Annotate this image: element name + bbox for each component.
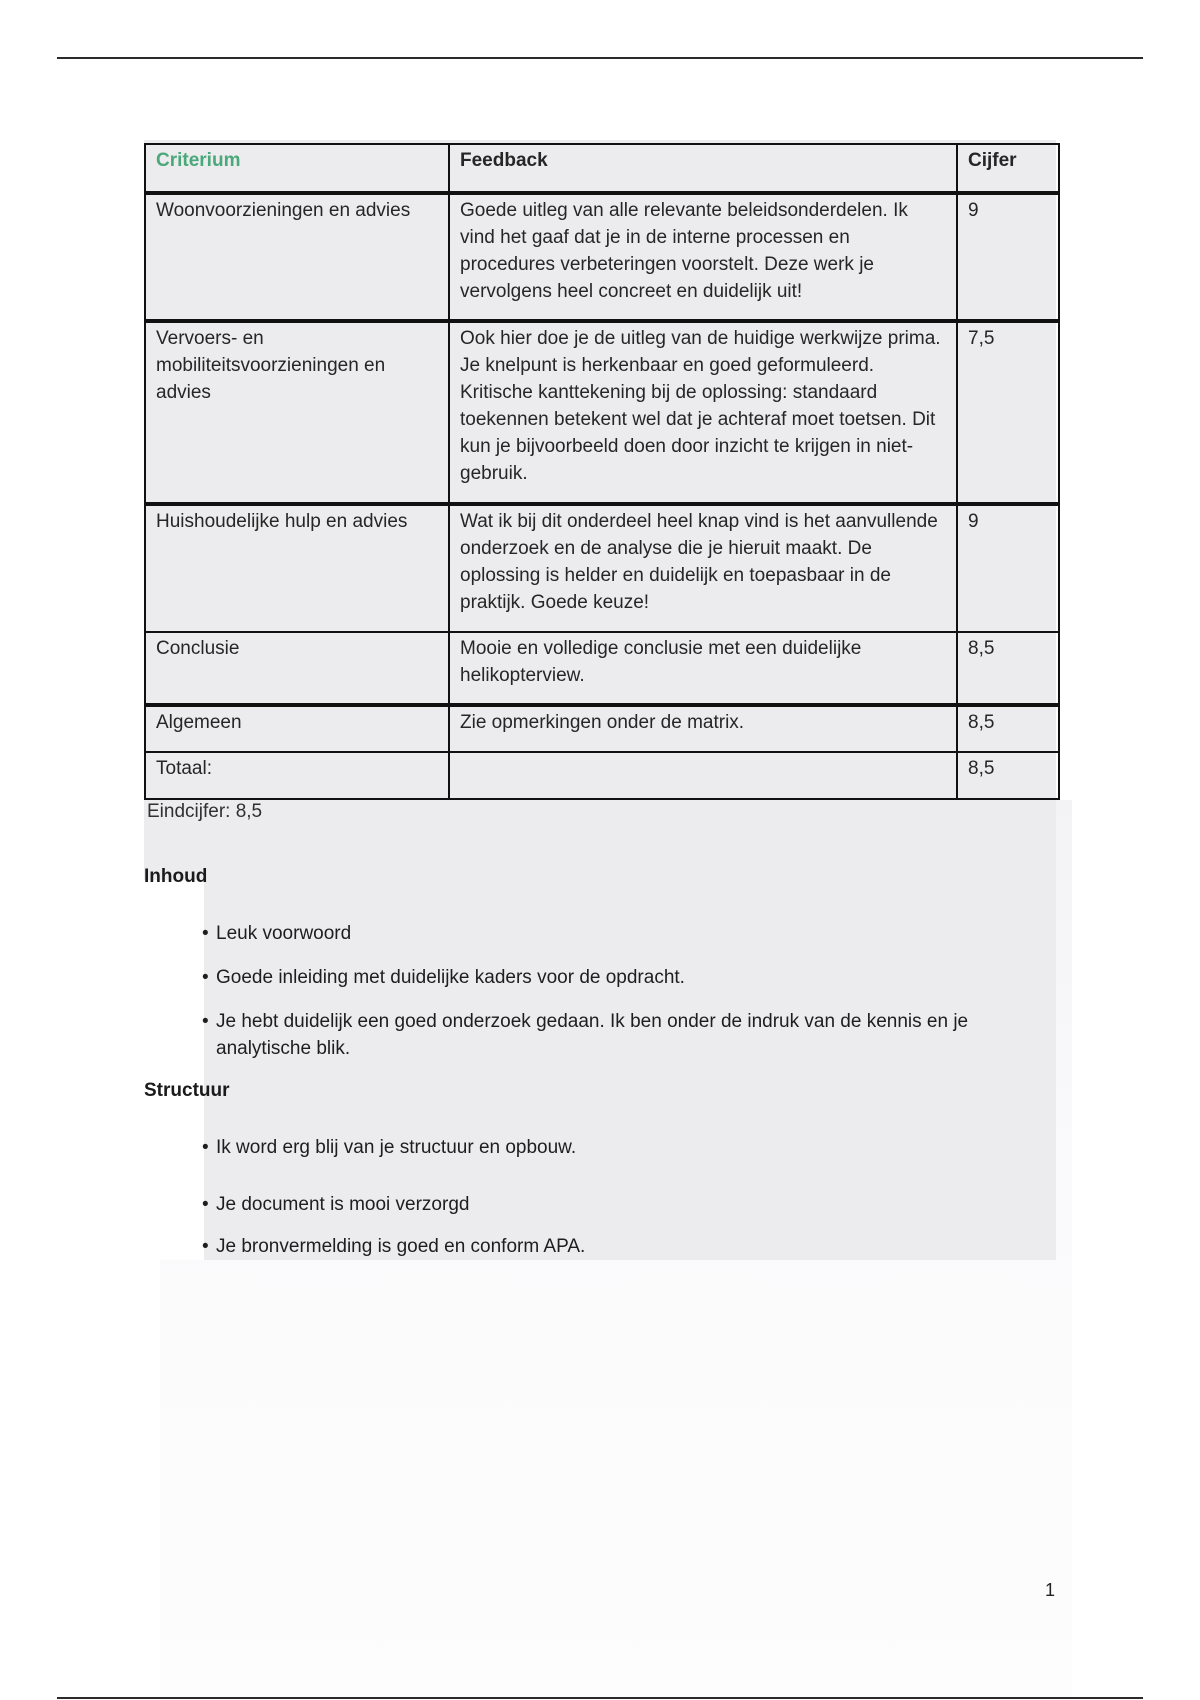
list-item-text: Ik word erg blij van je structuur en opbouw.: [216, 1137, 577, 1158]
list-item: [202, 1008, 1032, 1062]
page-number: 1: [1045, 1580, 1056, 1600]
section-title-structuur: Structuur: [144, 1080, 230, 1101]
list-item: [202, 920, 1032, 947]
table-row: [145, 632, 1059, 705]
cell-criterium: Huishoudelijke hulp en advies: [145, 504, 449, 632]
cell-criterium: Conclusie: [145, 632, 449, 705]
cell-cijfer: 9: [957, 193, 1059, 321]
list-item: [202, 1191, 1032, 1218]
cell-cijfer: 8,5: [957, 632, 1059, 705]
list-item: [202, 1233, 1032, 1260]
cell-cijfer: 8,5: [957, 752, 1059, 799]
header-feedback: Feedback: [449, 144, 957, 193]
cell-feedback: Wat ik bij dit onderdeel heel knap vind is het aanvullende onderzoek en de analyse die je hieruit maakt. De oplossing is helder en duidelijk en toepasbaar in de praktijk. Goede keuze!: [449, 504, 957, 632]
list-item-text: Je bronvermelding is goed en conform APA.: [216, 1236, 586, 1257]
final-grade: Eindcijfer: 8,5: [147, 801, 263, 822]
table-row: [145, 193, 1059, 321]
list-item-text: Goede inleiding met duidelijke kaders voor de opdracht.: [216, 967, 685, 988]
bullet-icon: •: [202, 923, 209, 944]
list-item: [202, 1134, 1032, 1161]
cell-feedback: Zie opmerkingen onder de matrix.: [449, 705, 957, 752]
footer-rule: [57, 1697, 1143, 1699]
bullet-icon: •: [202, 1011, 209, 1032]
cell-cijfer: 9: [957, 504, 1059, 632]
grading-matrix: [144, 143, 1060, 800]
list-item-text: Je hebt duidelijk een goed onderzoek gedaan. Ik ben onder de indruk van de kennis en je analytische blik.: [216, 1011, 969, 1059]
table-row: [145, 504, 1059, 632]
table-row: [145, 321, 1059, 504]
header-rule: [57, 57, 1143, 59]
cell-cijfer: 8,5: [957, 705, 1059, 752]
cell-cijfer: 7,5: [957, 321, 1059, 504]
section-title-inhoud: Inhoud: [144, 866, 208, 887]
cell-feedback: Ook hier doe je de uitleg van de huidige werkwijze prima. Je knelpunt is herkenbaar en goed geformuleerd. Kritische kanttekening bij de oplossing: standaard toekennen betekent wel dat je achteraf moet toetsen. Dit kun je bijvoorbeeld doen door inzicht te krijgen in niet-gebruik.: [449, 321, 957, 504]
table-row: [145, 752, 1059, 799]
header-criterium: Criterium: [145, 144, 449, 193]
header-cijfer: Cijfer: [957, 144, 1059, 193]
cell-feedback: [449, 752, 957, 799]
bullet-icon: •: [202, 967, 209, 988]
cell-criterium: Totaal:: [145, 752, 449, 799]
bullet-icon: •: [202, 1236, 209, 1257]
page-shading-notch: [144, 880, 204, 1060]
cell-criterium: Vervoers- en mobiliteitsvoorzieningen en advies: [145, 321, 449, 504]
list-item: [202, 964, 1032, 991]
list-item-text: Leuk voorwoord: [216, 923, 352, 944]
cell-criterium: Algemeen: [145, 705, 449, 752]
bullet-icon: •: [202, 1137, 209, 1158]
cell-feedback: Mooie en volledige conclusie met een duidelijke helikopterview.: [449, 632, 957, 705]
list-item-text: Je document is mooi verzorgd: [216, 1194, 470, 1215]
bullet-icon: •: [202, 1194, 209, 1215]
cell-feedback: Goede uitleg van alle relevante beleidsonderdelen. Ik vind het gaaf dat je in de interne processen en procedures verbeteringen voorstelt. Deze werk je vervolgens heel concreet en duidelijk uit!: [449, 193, 957, 321]
cell-criterium: Woonvoorzieningen en advies: [145, 193, 449, 321]
table-header-row: [145, 144, 1059, 193]
table-row: [145, 705, 1059, 752]
